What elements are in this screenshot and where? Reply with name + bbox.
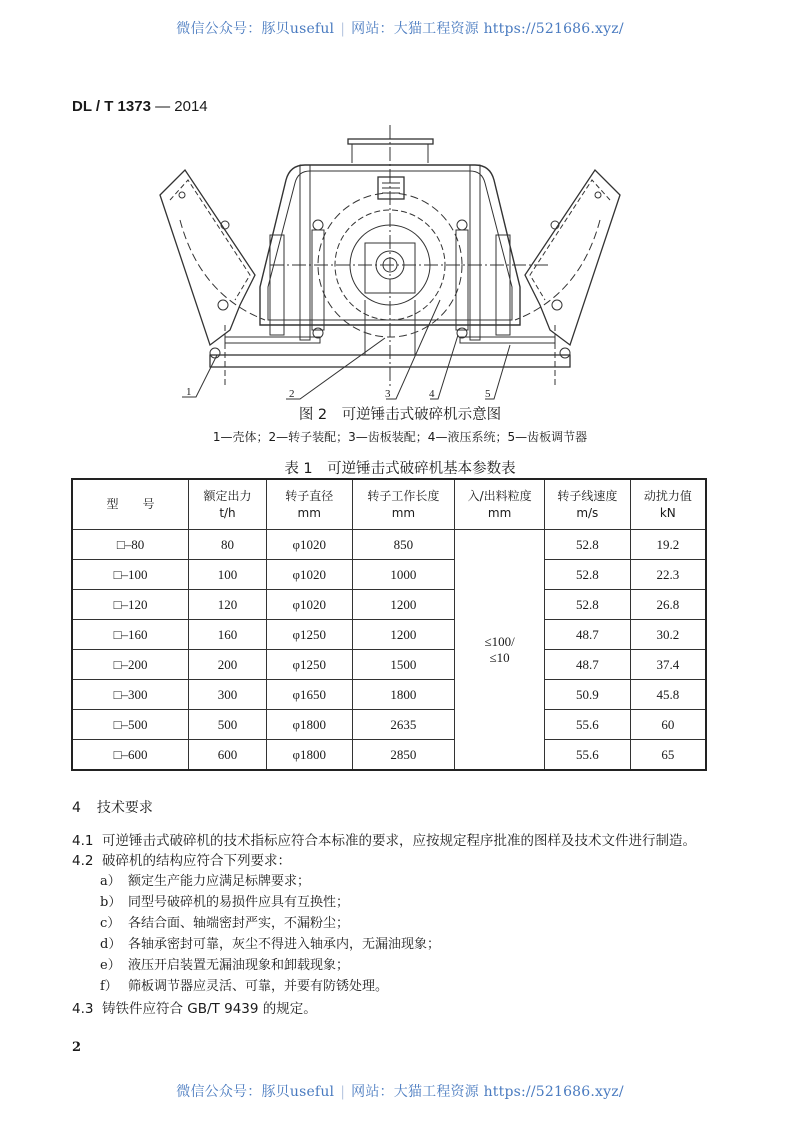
cell-capacity: 200 — [189, 650, 267, 680]
cell-capacity: 300 — [189, 680, 267, 710]
table-row — [72, 620, 706, 650]
cell-force: 37.4 — [630, 650, 706, 680]
figure-legend: 1—壳体；2—转子装配；3—齿板装配；4—液压系统；5—齿板调节器 — [212, 430, 588, 444]
cell-model: □–500 — [72, 710, 189, 740]
clause-number: 4.1 — [72, 833, 94, 849]
cell-length: 1800 — [352, 680, 455, 710]
clause-4-3 — [72, 997, 317, 1017]
callout-2: 2 — [289, 388, 295, 400]
table-row — [72, 680, 706, 710]
cell-diameter: φ1800 — [266, 740, 352, 771]
cell-speed: 52.8 — [544, 560, 630, 590]
list-item: a） 额定生产能力应满足标牌要求； — [100, 874, 311, 889]
table-row — [72, 530, 706, 560]
watermark-wechat: 微信公众号：豚贝useful — [176, 1084, 335, 1100]
standard-year: — 2014 — [150, 98, 208, 115]
cell-diameter: φ1800 — [266, 710, 352, 740]
cell-diameter: φ1250 — [266, 650, 352, 680]
table-title: 表 1 可逆锤击式破碎机基本参数表 — [284, 461, 516, 477]
cell-capacity: 160 — [189, 620, 267, 650]
cell-model: □–300 — [72, 680, 189, 710]
page-number: 2 — [72, 1040, 82, 1055]
cell-length: 1200 — [352, 590, 455, 620]
cell-model: □–80 — [72, 530, 189, 560]
parameters-table — [71, 478, 707, 771]
table-row — [72, 710, 706, 740]
table-row — [72, 590, 706, 620]
cell-force: 30.2 — [630, 620, 706, 650]
cell-speed: 48.7 — [544, 650, 630, 680]
cell-force: 45.8 — [630, 680, 706, 710]
cell-model: □–200 — [72, 650, 189, 680]
list-item: d） 各轴承密封可靠，灰尘不得进入轴承内，无漏油现象； — [100, 937, 441, 952]
cell-capacity: 80 — [189, 530, 267, 560]
watermark-wechat: 微信公众号：豚贝useful — [176, 21, 335, 37]
cell-force: 65 — [630, 740, 706, 771]
cell-length: 1000 — [352, 560, 455, 590]
cell-capacity: 500 — [189, 710, 267, 740]
callout-4: 4 — [429, 388, 435, 400]
table-header-row — [72, 479, 706, 530]
cell-length: 1200 — [352, 620, 455, 650]
standard-number: DL / T 1373 — [72, 98, 151, 115]
cell-speed: 48.7 — [544, 620, 630, 650]
watermark-website: 网站：大猫工程资源 https://521686.xyz/ — [351, 21, 624, 37]
cell-force: 26.8 — [630, 590, 706, 620]
table-row — [72, 650, 706, 680]
cell-diameter: φ1020 — [266, 530, 352, 560]
cell-capacity: 100 — [189, 560, 267, 590]
cell-length: 1500 — [352, 650, 455, 680]
bottom-watermark — [0, 1081, 800, 1101]
callout-3: 3 — [385, 388, 391, 400]
cell-diameter: φ1020 — [266, 560, 352, 590]
table-row — [72, 560, 706, 590]
cell-model: □–100 — [72, 560, 189, 590]
clause-4-1 — [72, 829, 696, 849]
cell-speed: 50.9 — [544, 680, 630, 710]
cell-diameter: φ1250 — [266, 620, 352, 650]
cell-diameter: φ1650 — [266, 680, 352, 710]
cell-length: 2635 — [352, 710, 455, 740]
cell-model: □–160 — [72, 620, 189, 650]
cell-force: 22.3 — [630, 560, 706, 590]
cell-speed: 55.6 — [544, 740, 630, 771]
header-capacity: 额定出力 t/h — [189, 479, 267, 530]
cell-speed: 52.8 — [544, 590, 630, 620]
header-linear-speed: 转子线速度 m/s — [544, 479, 630, 530]
figure-title: 图 2 可逆锤击式破碎机示意图 — [298, 407, 502, 423]
cell-length: 2850 — [352, 740, 455, 771]
cell-length: 850 — [352, 530, 455, 560]
cell-granularity-merged: ≤100/ ≤10 — [455, 530, 545, 771]
watermark-website: 网站：大猫工程资源 https://521686.xyz/ — [351, 1084, 624, 1100]
clause-text: 铸铁件应符合 GB/T 9439 的规定。 — [102, 1001, 317, 1017]
header-disturbance-force: 动扰力值 kN — [630, 479, 706, 530]
header-rotor-length: 转子工作长度 mm — [352, 479, 455, 530]
list-item: b） 同型号破碎机的易损件应具有互换性； — [100, 895, 350, 910]
clause-number: 4.3 — [72, 1001, 94, 1017]
top-watermark — [0, 18, 800, 38]
cell-speed: 55.6 — [544, 710, 630, 740]
header-granularity: 入/出料粒度 mm — [455, 479, 545, 530]
crusher-schematic-drawing — [140, 125, 660, 400]
cell-force: 19.2 — [630, 530, 706, 560]
clause-number: 4.2 — [72, 853, 94, 869]
section-title: 技术要求 — [96, 800, 153, 816]
cell-model: □–600 — [72, 740, 189, 771]
list-item: f） 筛板调节器应灵活、可靠，并要有防锈处理。 — [100, 979, 389, 994]
header-model: 型 号 — [72, 479, 189, 530]
cell-diameter: φ1020 — [266, 590, 352, 620]
cell-force: 60 — [630, 710, 706, 740]
clause-text: 破碎机的结构应符合下列要求： — [102, 853, 291, 869]
cell-capacity: 600 — [189, 740, 267, 771]
header-rotor-diameter: 转子直径 mm — [266, 479, 352, 530]
cell-model: □–120 — [72, 590, 189, 620]
clause-4-2 — [72, 849, 291, 869]
section-4-heading — [72, 797, 153, 817]
callout-5: 5 — [485, 388, 491, 400]
standard-code — [72, 98, 208, 115]
list-item: e） 液压开启装置无漏油现象和卸载现象； — [100, 958, 350, 973]
cell-capacity: 120 — [189, 590, 267, 620]
watermark-separator: | — [340, 1084, 346, 1100]
watermark-separator: | — [340, 21, 346, 37]
cell-speed: 52.8 — [544, 530, 630, 560]
list-item: c） 各结合面、轴端密封严实，不漏粉尘； — [100, 916, 350, 931]
section-number: 4 — [72, 800, 81, 816]
callout-1: 1 — [186, 386, 192, 398]
table-row — [72, 740, 706, 771]
clause-text: 可逆锤击式破碎机的技术指标应符合本标准的要求，应按规定程序批准的图样及技术文件进行制造。 — [102, 833, 696, 849]
